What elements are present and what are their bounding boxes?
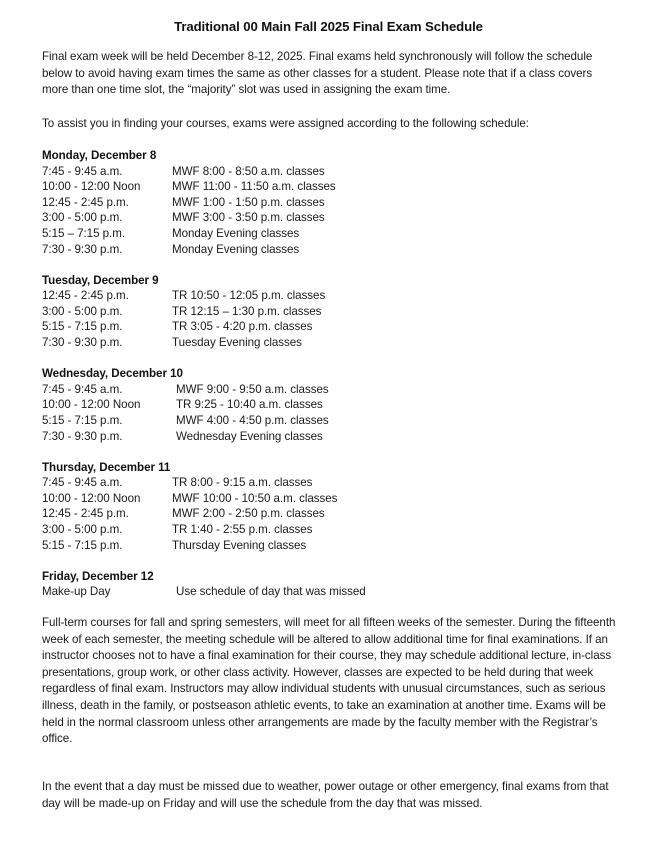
schedule-row-description: MWF 4:00 - 4:50 p.m. classes [176, 413, 329, 427]
schedule-row-time: 5:15 - 7:15 p.m. [42, 538, 123, 552]
schedule-row [42, 319, 618, 335]
schedule-row-description: TR 3:05 - 4:20 p.m. classes [172, 320, 313, 334]
schedule-row-time: 3:00 - 5:00 p.m. [42, 211, 123, 225]
schedule-row-description: Tuesday Evening classes [172, 336, 302, 350]
page-title: Traditional 00 Main Fall 2025 Final Exam Schedule [174, 19, 483, 34]
schedule-row-description: TR 12:15 – 1:30 p.m. classes [172, 304, 322, 318]
schedule-row-description: Monday Evening classes [172, 242, 300, 256]
schedule-row [42, 538, 618, 554]
intro-paragraph-2: To assist you in finding your courses, exams were assigned according to the following schedule: [42, 117, 529, 130]
day-heading: Friday, December 12 [42, 569, 154, 583]
intro-paragraph-1-container [42, 49, 618, 99]
schedule-row [42, 506, 618, 522]
schedule-row-time: 5:15 - 7:15 p.m. [42, 320, 123, 334]
closing-paragraph-1: Full-term courses for fall and spring semesters, will meet for all fifteen weeks of the semester. During the fifteenth week of each semester, the meeting schedule will be altered to allow additional time for final examinations. If an instructor chooses not to have a final examination for their course, they may schedule additional lecture, in-class presentations, group work, or other class activity. However, classes are expected to be held during that week regardless of final exam. Instructors may allow individual students with unusual circumstances, such as serious illness, death in the family, or postseason athletic events, to take an examination at another time. Exams will be held in the normal classroom unless other arrangements are made by the faculty member with the Registrar’s office. [42, 616, 616, 746]
day-heading: Thursday, December 11 [42, 460, 171, 474]
schedule-row [42, 584, 618, 600]
schedule-row-description: Wednesday Evening classes [176, 429, 323, 443]
schedule-row-description: MWF 3:00 - 3:50 p.m. classes [172, 211, 325, 225]
day-block [42, 569, 618, 600]
day-heading: Wednesday, December 10 [42, 367, 183, 381]
schedule-row-description: Thursday Evening classes [172, 538, 307, 552]
day-block [42, 273, 618, 351]
schedule-row-time: 7:30 - 9:30 p.m. [42, 336, 123, 350]
schedule-row-time: 12:45 - 2:45 p.m. [42, 195, 129, 209]
schedule-row [42, 288, 618, 304]
schedule-row [42, 522, 618, 538]
schedule-row-description: MWF 9:00 - 9:50 a.m. classes [176, 382, 329, 396]
schedule-row-time: 7:45 - 9:45 a.m. [42, 382, 123, 396]
schedule-row-time: 5:15 – 7:15 p.m. [42, 226, 125, 240]
schedule-row-time: 10:00 - 12:00 Noon [42, 180, 141, 194]
schedule-row-description: Use schedule of day that was missed [176, 585, 366, 599]
schedule-row-description: TR 9:25 - 10:40 a.m. classes [176, 398, 323, 412]
schedule-row-description: MWF 8:00 - 8:50 a.m. classes [172, 164, 325, 178]
schedule-row [42, 397, 618, 413]
closing-paragraph-1-container [42, 615, 620, 748]
schedule-row [42, 491, 618, 507]
closing-paragraph-2: In the event that a day must be missed due to weather, power outage or other emergency, final exams from that day will be made-up on Friday and will use the schedule from the day that was missed. [42, 780, 609, 810]
schedule-row-description: MWF 2:00 - 2:50 p.m. classes [172, 507, 325, 521]
schedule-row [42, 242, 618, 258]
schedule-row [42, 335, 618, 351]
schedule-row [42, 429, 618, 445]
day-block [42, 148, 618, 257]
schedule-row-description: TR 1:40 - 2:55 p.m. classes [172, 522, 313, 536]
schedule-row-time: 12:45 - 2:45 p.m. [42, 289, 129, 303]
closing-paragraph-2-container [42, 779, 620, 812]
schedule-row [42, 179, 618, 195]
schedule-row-time: 7:45 - 9:45 a.m. [42, 164, 123, 178]
schedule-row-description: TR 8:00 - 9:15 a.m. classes [172, 476, 313, 490]
schedule-row-time: 7:30 - 9:30 p.m. [42, 242, 123, 256]
schedule-row-description: MWF 1:00 - 1:50 p.m. classes [172, 195, 325, 209]
schedule-row [42, 195, 618, 211]
schedule-row-time: 7:45 - 9:45 a.m. [42, 476, 123, 490]
schedule-row-description: MWF 11:00 - 11:50 a.m. classes [172, 180, 336, 194]
day-heading: Tuesday, December 9 [42, 273, 159, 287]
day-block [42, 460, 618, 554]
intro-paragraph-2-container [42, 116, 618, 133]
schedule-row [42, 210, 618, 226]
schedule-row [42, 226, 618, 242]
schedule-row-time: 3:00 - 5:00 p.m. [42, 304, 123, 318]
exam-schedule-list [42, 148, 618, 600]
day-block [42, 366, 618, 444]
schedule-row [42, 382, 618, 398]
schedule-row [42, 413, 618, 429]
schedule-row [42, 164, 618, 180]
schedule-row-time: 10:00 - 12:00 Noon [42, 491, 141, 505]
schedule-row [42, 475, 618, 491]
schedule-row-time: 3:00 - 5:00 p.m. [42, 522, 123, 536]
schedule-row-time: 10:00 - 12:00 Noon [42, 398, 141, 412]
day-heading: Monday, December 8 [42, 149, 157, 162]
schedule-row-time: Make-up Day [42, 585, 111, 599]
schedule-row-time: 7:30 - 9:30 p.m. [42, 429, 123, 443]
schedule-row-description: Monday Evening classes [172, 226, 300, 240]
schedule-row-description: TR 10:50 - 12:05 p.m. classes [172, 289, 326, 303]
schedule-row-time: 12:45 - 2:45 p.m. [42, 507, 129, 521]
schedule-row-time: 5:15 - 7:15 p.m. [42, 413, 123, 427]
schedule-row-description: MWF 10:00 - 10:50 a.m. classes [172, 491, 338, 505]
schedule-row [42, 304, 618, 320]
intro-paragraph-1: Final exam week will be held December 8-12, 2025. Final exams held synchronously will follow the schedule below to avoid having exam times the same as other classes for a student. Please note that if a class covers more than one time slot, the “majority” slot was used in assigning the exam time. [42, 50, 593, 97]
